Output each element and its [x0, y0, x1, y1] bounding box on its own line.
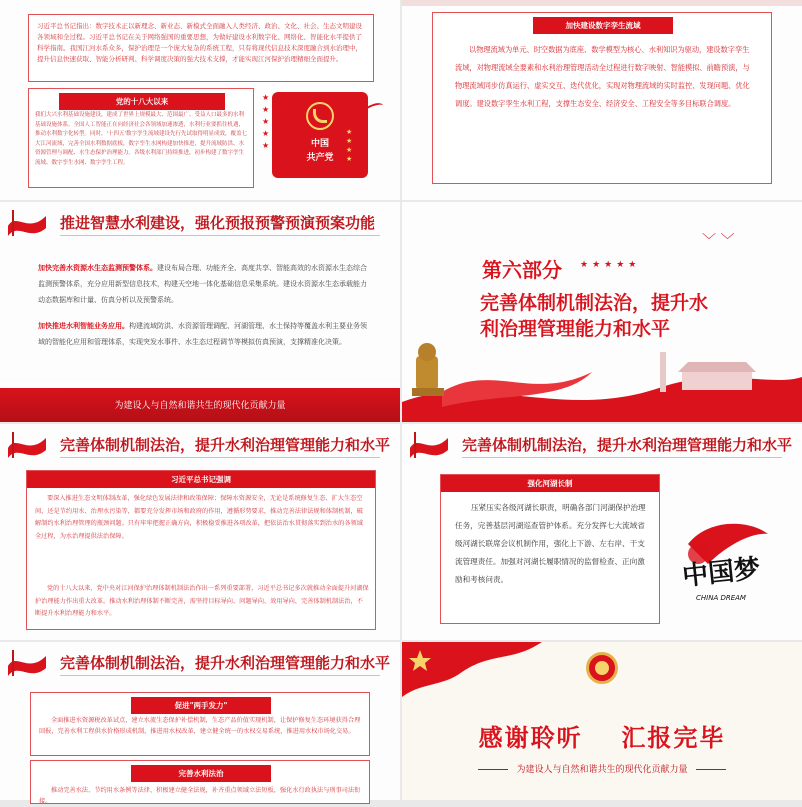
- xi-emphasis-para1: 要深入推进生态文明体制改革，强化绿色发展法律和政策保障；保障水资源安全，无论是系统修复生态、扩大生态空间，还是节约用水、治理水污染等，都要充分发挥市场和政府的作用，遵循形势要求，推动完善法律法规和体制机制，破解制约水利治理管理的瓶颈问题。只有牢牢把握正确方向，积极稳妥推进各项改革，把依法治水贯彻落实到治水的各领域全过程，为水治理提供法治保障。: [35, 495, 363, 540]
- digital-twin-body: 以物理流域为单元、时空数据为底座、数学模型为核心、水利知识为驱动，建设数字孪生流域，对物理流域全要素和水利治理管理活动全过程进行数字映射、智能模拟、前瞻预演，与物理流域同步仿真运行、虚实交互、迭代优化，实现对物理流域的实时监控、发现问题、优化调度。建设数字孪生水利工程，支撑生态安全、经济安全、工程安全等多目标联合调度。: [455, 45, 750, 108]
- slide-title: 推进智慧水利建设，强化预报预警预演预案功能: [60, 214, 376, 232]
- intro-box: [28, 14, 374, 82]
- red-flag-icon: [408, 430, 452, 460]
- intro-text: 习近平总书记指出：数字技术正以新理念、新业态、新模式全面融入人类经济、政治、文化、社会、生态文明建设各领域和全过程。习近平总书记在关于网络强国的重要思想，为做好建设水利数字化、网络化、智能化水平提供了科学指南。我国江河水系众多，保护治理是一个庞大复杂的系统工程，只有将现代信息技术深度融合到水治理中，提升信息快速获取、智能分析研判、科学调度决策的强大技术支撑，才能实现江河保护治理精细全面提升。: [37, 22, 362, 63]
- subtitle-line-right: [696, 769, 726, 770]
- party-label-1: 中国: [310, 139, 329, 149]
- party-emblem-card: [272, 92, 368, 178]
- party-label-2: 共产党: [306, 153, 334, 163]
- header-divider: [60, 675, 380, 676]
- digital-twin-box: [432, 12, 772, 184]
- thanks-title: [402, 718, 802, 753]
- china-dream-en: CHINA DREAM: [696, 594, 746, 602]
- header-divider: [60, 457, 380, 458]
- xi-emphasis-para2: 党的十八大以来，党中央对江河保护治理体制机制法治作出一系列重要部署，习近平总书记多次就推动全面提升河湖保护治理能力作出重大改革。推动水利治理体制不断完善，需坚持目标导向、问题导向、效用导向，完善体制机制法治，不断提升水利治理能力和水平。: [35, 585, 369, 617]
- red-flag-icon: [6, 648, 50, 678]
- para1-rest: 建设布局合理、功能齐全、高度共享、智能高效的水资源水生态综合监测预警体系，充分应用新型信息技术，构建天空地一体化基础信息采集系统。建设水资源水生态承载能力动态数据库和计量、仿真分析以及预警系统。: [38, 264, 367, 304]
- water-law-box: [30, 760, 370, 804]
- thanks-subtitle-row: [442, 762, 762, 780]
- footer-slogan: 为建设人与自然和谐共生的现代化贡献力量: [114, 401, 286, 411]
- slide-header: [0, 202, 400, 242]
- thanks-subtitle: 为建设人与自然和谐共生的现代化贡献力量: [516, 765, 688, 775]
- part-stars: ★★★★★: [580, 260, 641, 270]
- slide-8[interactable]: [402, 642, 802, 800]
- para1-lead: 加快完善水资源水生态监测预警体系。: [38, 264, 157, 272]
- xi-emphasis-box: [26, 470, 376, 630]
- red-flag-icon: [6, 208, 50, 238]
- slide-header: [0, 424, 400, 464]
- slide-4[interactable]: [402, 202, 802, 422]
- slide-title: 完善体制机制法治，提升水利治理管理能力和水平: [60, 654, 391, 672]
- para2-lead: 加快推进水利智能业务应用。: [38, 322, 129, 330]
- river-chief-body: 压紧压实各级河湖长职责，明确各部门河湖保护治理任务，完善基层河湖巡查管护体系。充分发挥七大流域省级河湖长联席会议机制作用，强化上下游、左右岸、干支流管理责任。加强对河湖长履职情况的监督检查、正向激励和考核问责。: [455, 503, 646, 584]
- hammer-sickle-icon: [306, 102, 334, 130]
- water-law-title: 完善水利法治: [131, 765, 271, 782]
- china-dream-graphic: [668, 514, 788, 624]
- footer-band: [0, 388, 400, 422]
- slide-5[interactable]: [0, 424, 400, 640]
- smart-water-paragraph-1: [38, 260, 368, 308]
- xi-emphasis-title: 习近平总书记强调: [27, 471, 375, 488]
- header-divider: [60, 235, 380, 236]
- water-law-text: 推动完善水法、节约用水条例等法律，积极建立健全法规，补齐重点领域立法短板，强化水行政执法与刑事司法衔接。: [39, 787, 361, 805]
- slide-1[interactable]: [0, 0, 400, 200]
- two-hands-title: 促进"两手发力": [131, 697, 271, 714]
- star-column: ★ ★ ★ ★ ★: [262, 93, 270, 150]
- header-divider: [462, 457, 782, 458]
- since-18th-text: 我们大兴水利基础设施建设，建成了世界上规模最大、范围最广、受益人口最多的水利基础设施体系。全国人工智能正在向经济社会各领域加速渗透，水利行业要抓住机遇，推动水利数字化转型。同时，'十四五'数字孪生流域建设先行先试取得明显成效，覆盖七大江河流域，完善全国水利数据底板，数字孪生水网构建加快推进，提升流域防洪、水资源管理与调配、水生态保护治理能力。各级水利部门持续推进，初步构建了数字孪生流域、数字孪生水网、数字孪生工程。: [35, 112, 248, 166]
- china-dream-cn: 中国梦: [680, 553, 762, 592]
- top-strip: [402, 0, 802, 6]
- slide-title: 完善体制机制法治，提升水利治理管理能力和水平: [60, 436, 391, 454]
- thanks-title-b: 汇报完毕: [621, 724, 726, 752]
- smart-water-paragraph-2: [38, 318, 368, 350]
- river-chief-box: [440, 474, 660, 624]
- two-hands-text: 全面推进水资源税改革试点，建立水流生态保护补偿机制，生态产品价值实现机制，让保护修复生态环境获得合理回报，完善水利工程供水价格形成机制，推进用水权改革，建立健全统一的水权交易系统，推进用水权市场化交易。: [39, 717, 361, 735]
- subtitle-line-left: [478, 769, 508, 770]
- digital-twin-title: 加快建设数字孪生流域: [533, 17, 673, 34]
- thanks-title-a: 感谢聆听: [478, 724, 583, 752]
- red-flag-icon: [6, 430, 50, 460]
- two-hands-box: [30, 692, 370, 756]
- since-18th-title: 党的十八大以来: [59, 93, 225, 110]
- river-chief-title: 强化河湖长制: [441, 475, 659, 492]
- para2-rest: 构建流域防洪、水资源管理调配、河湖管理、水土保持等覆盖水利主要业务领域的智能化应用和管理体系，实现突发水事件、水生态过程调节等模拟仿真预演，支撑精准化决策。: [38, 322, 367, 346]
- national-emblem-icon: [586, 652, 618, 684]
- slide-3[interactable]: [0, 202, 400, 422]
- slide-2[interactable]: [402, 0, 802, 200]
- tiananmen-banner-graphic: [402, 332, 802, 422]
- footer-curve: [0, 382, 400, 388]
- part-title-line2: 利治理管理能力和水平: [480, 318, 671, 340]
- slide-header: [0, 642, 400, 682]
- slide-header: [402, 424, 802, 464]
- part-label: 第六部分: [482, 258, 562, 282]
- doves-icon: ﹀ ﹀: [702, 233, 735, 249]
- slide-6[interactable]: [402, 424, 802, 640]
- slide-7[interactable]: [0, 642, 400, 805]
- slide-title: 完善体制机制法治，提升水利治理管理能力和水平: [462, 436, 793, 454]
- since-18th-box: [28, 88, 254, 188]
- national-flag-graphic: [402, 642, 542, 712]
- emblem-stars: ★ ★ ★ ★: [346, 128, 353, 163]
- part-title-line1: 完善体制机制法治，提升水: [480, 292, 709, 314]
